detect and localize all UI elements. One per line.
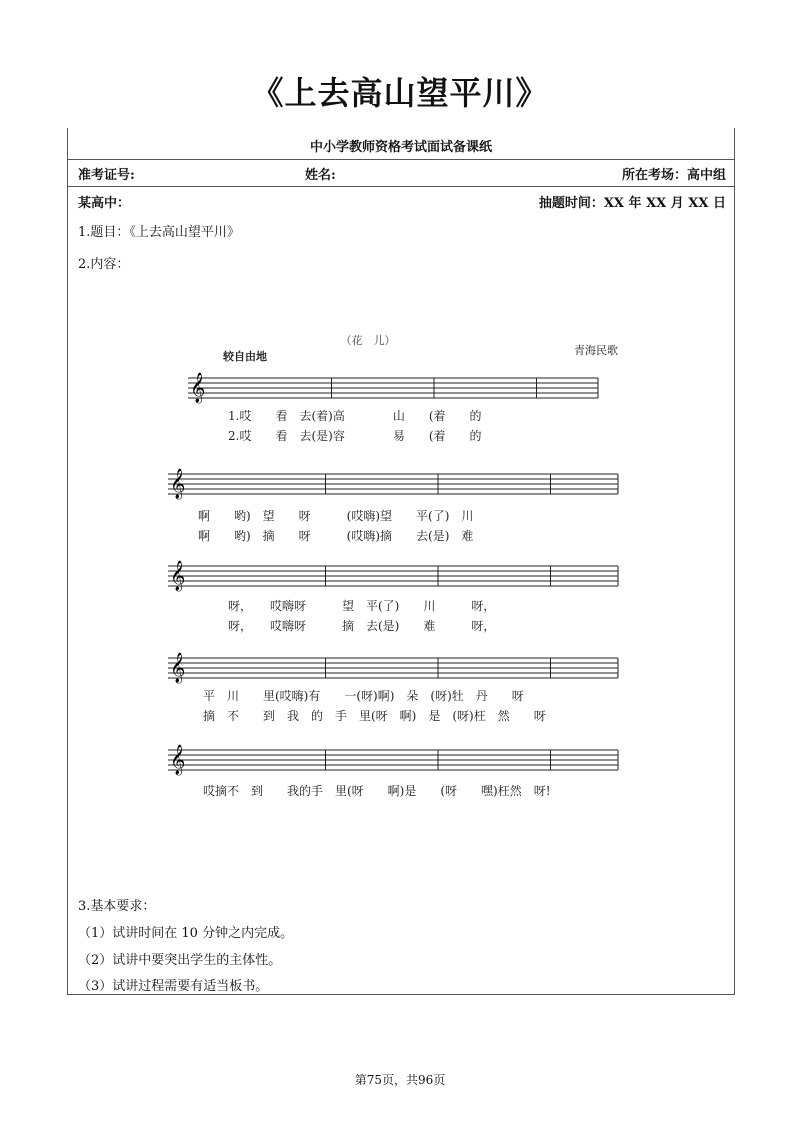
draw-time: 抽题时间：XX 年 XX 月 XX 日 <box>538 196 726 211</box>
staff-line-1 <box>188 372 598 404</box>
requirement-item: （3）试讲过程需要有适当板书。 <box>78 979 269 994</box>
treble-clef-icon: 𝄞 <box>170 653 186 683</box>
treble-clef-icon: 𝄞 <box>170 561 186 591</box>
staff-line-2 <box>168 468 618 500</box>
score-genre: （花 儿） <box>340 334 396 347</box>
treble-clef-icon: 𝄞 <box>170 469 186 499</box>
requirement-item: （2）试讲中要突出学生的主体性。 <box>78 953 282 968</box>
lyric-line: 啊 哟) 摘 呀 (哎嗨)摘 去(是) 难 <box>198 529 474 543</box>
lyric-line: 摘 不 到 我 的 手 里(呀 啊) 是 (呀)枉 然 呀 <box>203 709 546 723</box>
score-tempo: 较自由地 <box>223 350 267 363</box>
music-score <box>98 200 658 680</box>
venue-label: 所在考场：高中组 <box>621 168 726 183</box>
music-score-lower <box>98 650 658 810</box>
requirements-label: 3.基本要求： <box>78 899 156 914</box>
school-label: 某高中： <box>78 196 131 211</box>
staves <box>168 372 618 592</box>
content-label: 2.内容： <box>78 257 130 272</box>
page-title: 《上去高山望平川》 <box>251 74 549 112</box>
page-footer: 第75页，共96页 <box>354 1073 446 1087</box>
lyric-line: 2.哎 看 去(是)容 易 (着 的 <box>228 429 482 443</box>
lyric-line: 呀， 哎嗨呀 望 平(了) 川 呀， <box>228 599 496 613</box>
requirement-item: （1）试讲时间在 10 分钟之内完成。 <box>78 926 294 941</box>
lyric-line: 平 川 里(哎嗨)有 一(呀)啊) 朵 (呀)牡 丹 呀 <box>203 689 524 703</box>
staff-line-3 <box>168 560 618 592</box>
staff-line-5 <box>168 744 618 776</box>
form-header: 中小学教师资格考试面试备课纸 <box>309 140 492 155</box>
treble-clef-icon: 𝄞 <box>190 373 206 403</box>
score-origin: 青海民歌 <box>574 344 618 357</box>
lyric-line: 哎摘不 到 我的手 里(呀 啊)是 (呀 嘿)枉然 呀! <box>203 784 551 798</box>
topic-text: 1.题目：《上去高山望平川》 <box>78 225 240 240</box>
lyric-line: 1.哎 看 去(着)高 山 (着 的 <box>228 409 482 423</box>
treble-clef-icon: 𝄞 <box>170 745 186 775</box>
name-label: 姓名: <box>305 168 336 183</box>
lyric-line: 啊 哟) 望 呀 (哎嗨)望 平(了) 川 <box>198 509 474 523</box>
ticket-label: 准考证号: <box>78 168 135 183</box>
staff-line-4 <box>168 652 618 684</box>
lyric-line: 呀， 哎嗨呀 摘 去(是) 难 呀， <box>228 619 496 633</box>
